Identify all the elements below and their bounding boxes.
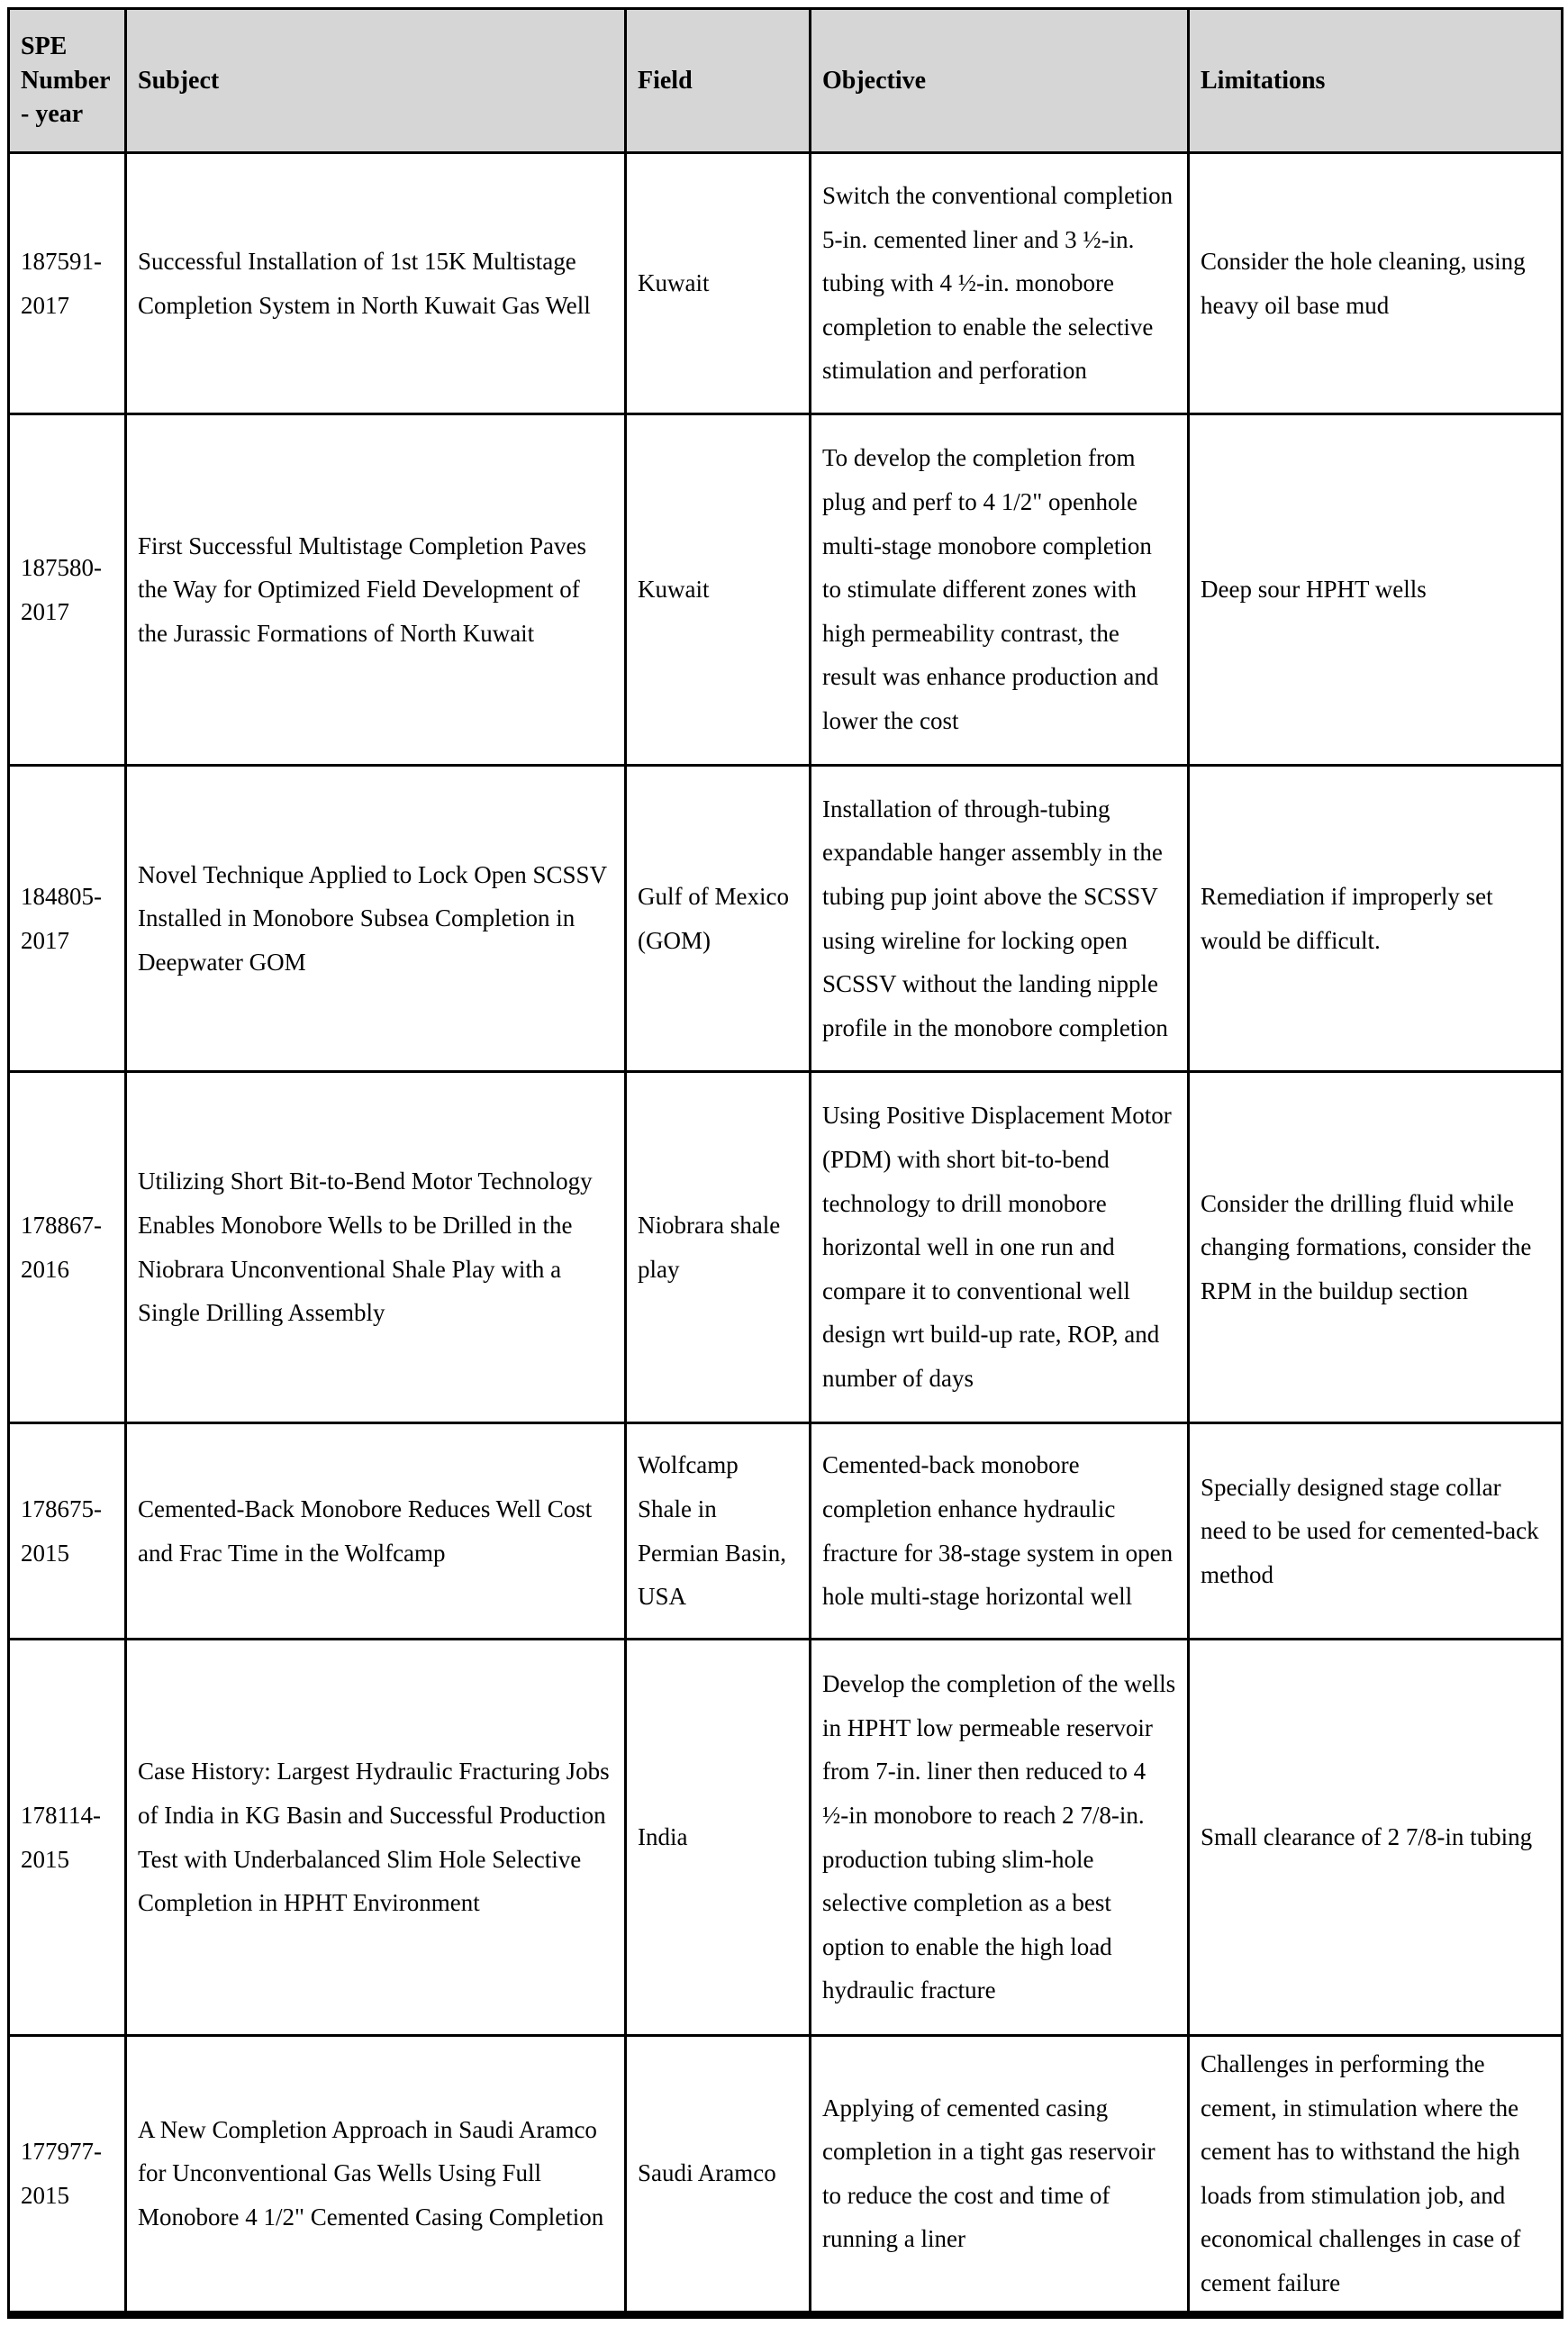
limitations-cell: Remediation if improperly set would be difficult. — [1189, 766, 1563, 1072]
field-cell: Niobrara shale play — [626, 1072, 811, 1423]
objective-cell: To develop the completion from plug and perf to 4 1/2" openhole multi-stage monobore completion to stimulate different zones with high permeability contrast, the result was enhance production and lower the cost — [811, 414, 1189, 766]
subject-cell: Cemented-Back Monobore Reduces Well Cost and Frac Time in the Wolfcamp — [126, 1423, 626, 1640]
header-row — [9, 9, 1563, 153]
limitations-cell: Consider the drilling fluid while changing formations, consider the RPM in the buildup section — [1189, 1072, 1563, 1423]
subject-cell: Successful Installation of 1st 15K Multistage Completion System in North Kuwait Gas Well — [126, 153, 626, 414]
field-cell: Wolfcamp Shale in Permian Basin, USA — [626, 1423, 811, 1640]
spe-number-cell: 178675-2015 — [9, 1423, 126, 1640]
objective-cell: Applying of cemented casing completion in a tight gas reservoir to reduce the cost and time of running a liner — [811, 2036, 1189, 2315]
subject-cell: First Successful Multistage Completion Paves the Way for Optimized Field Development of the Jurassic Formations of North Kuwait — [126, 414, 626, 766]
field-cell: Gulf of Mexico (GOM) — [626, 766, 811, 1072]
table-row — [9, 2036, 1563, 2315]
limitations-cell: Specially designed stage collar need to be used for cemented-back method — [1189, 1423, 1563, 1640]
field-cell: Kuwait — [626, 414, 811, 766]
field-cell: Saudi Aramco — [626, 2036, 811, 2315]
limitations-cell: Consider the hole cleaning, using heavy oil base mud — [1189, 153, 1563, 414]
objective-cell: Switch the conventional completion 5-in. cemented liner and 3 ½-in. tubing with 4 ½-in. monobore completion to enable the selective stimulation and perforation — [811, 153, 1189, 414]
table-row — [9, 766, 1563, 1072]
objective-cell: Using Positive Displacement Motor (PDM) with short bit-to-bend technology to drill monobore horizontal well in one run and compare it to conventional well design wrt build-up rate, ROP, and number of days — [811, 1072, 1189, 1423]
spe-number-cell: 178867-2016 — [9, 1072, 126, 1423]
subject-cell: Novel Technique Applied to Lock Open SCSSV Installed in Monobore Subsea Completion in Deepwater GOM — [126, 766, 626, 1072]
table-row — [9, 1072, 1563, 1423]
objective-cell: Installation of through-tubing expandable hanger assembly in the tubing pup joint above the SCSSV using wireline for locking open SCSSV without the landing nipple profile in the monobore completion — [811, 766, 1189, 1072]
spe-number-cell: 177977-2015 — [9, 2036, 126, 2315]
column-header-field: Field — [626, 9, 811, 153]
spe-number-cell: 187591-2017 — [9, 153, 126, 414]
subject-cell: Case History: Largest Hydraulic Fracturing Jobs of India in KG Basin and Successful Production Test with Underbalanced Slim Hole Selective Completion in HPHT Environment — [126, 1640, 626, 2036]
spe-number-cell: 178114-2015 — [9, 1640, 126, 2036]
limitations-cell: Challenges in performing the cement, in stimulation where the cement has to withstand the high loads from stimulation job, and economical challenges in case of cement failure — [1189, 2036, 1563, 2315]
objective-cell: Develop the completion of the wells in HPHT low permeable reservoir from 7-in. liner then reduced to 4 ½-in monobore to reach 2 7/8-in. production tubing slim-hole selective completion as a best option to enable the high load hydraulic fracture — [811, 1640, 1189, 2036]
table-row — [9, 1640, 1563, 2036]
table-row — [9, 1423, 1563, 1640]
column-header-limitations: Limitations — [1189, 9, 1563, 153]
column-header-subject: Subject — [126, 9, 626, 153]
spe-number-cell: 184805-2017 — [9, 766, 126, 1072]
objective-cell: Cemented-back monobore completion enhance hydraulic fracture for 38-stage system in open hole multi-stage horizontal well — [811, 1423, 1189, 1640]
subject-cell: A New Completion Approach in Saudi Aramco for Unconventional Gas Wells Using Full Monobore 4 1/2" Cemented Casing Completion — [126, 2036, 626, 2315]
field-cell: Kuwait — [626, 153, 811, 414]
spe-literature-review-table — [7, 7, 1563, 2319]
table-row — [9, 153, 1563, 414]
spe-number-cell: 187580-2017 — [9, 414, 126, 766]
column-header-objective: Objective — [811, 9, 1189, 153]
limitations-cell: Small clearance of 2 7/8-in tubing — [1189, 1640, 1563, 2036]
limitations-cell: Deep sour HPHT wells — [1189, 414, 1563, 766]
subject-cell: Utilizing Short Bit-to-Bend Motor Technology Enables Monobore Wells to be Drilled in the Niobrara Unconventional Shale Play with a Single Drilling Assembly — [126, 1072, 626, 1423]
field-cell: India — [626, 1640, 811, 2036]
table-row — [9, 414, 1563, 766]
column-header-spe-number-year: SPE Number - year — [9, 9, 126, 153]
